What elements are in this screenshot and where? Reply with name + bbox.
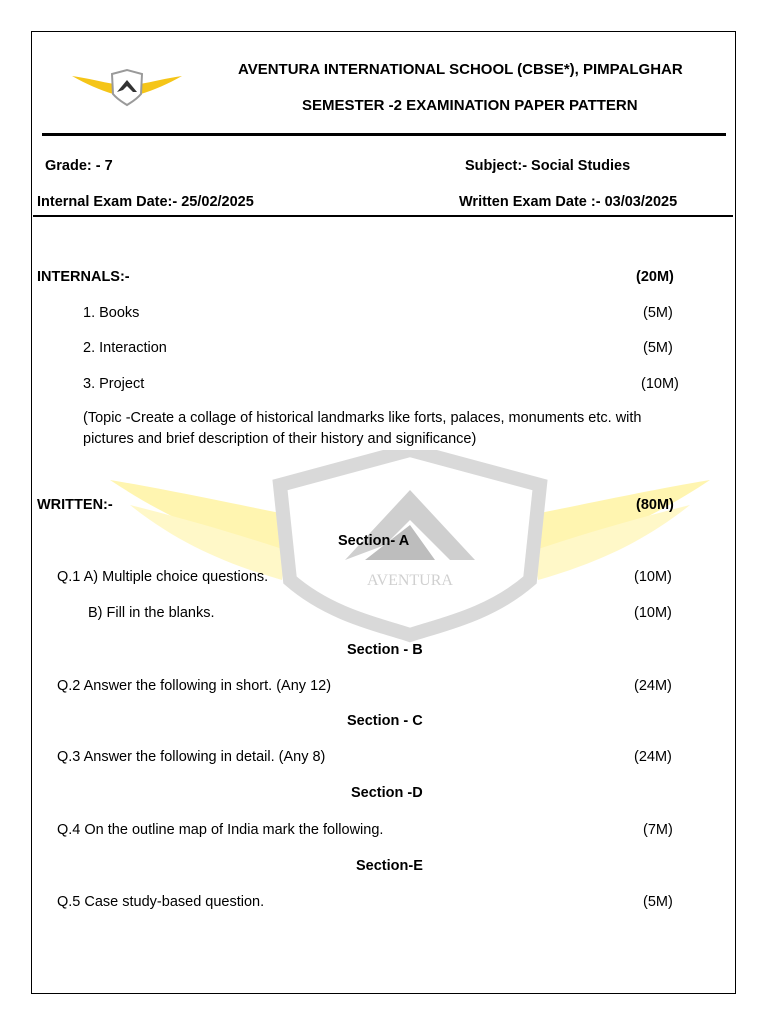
section-d-heading: Section -D [351, 785, 423, 801]
q5-marks: (5M) [643, 894, 673, 910]
internal-item-interaction-marks: (5M) [643, 340, 673, 356]
internals-total-marks: (20M) [636, 269, 674, 285]
section-b-heading: Section - B [347, 642, 423, 658]
section-a-heading: Section- A [338, 533, 410, 549]
grade-label: Grade: - 7 [45, 158, 113, 174]
internals-heading: INTERNALS:- [37, 269, 130, 285]
q1a-label: Q.1 A) Multiple choice questions. [57, 569, 269, 585]
internal-item-interaction: 2. Interaction [83, 340, 167, 356]
project-topic-line-1: (Topic -Create a collage of historical landmarks like forts, palaces, monuments etc. with [83, 410, 642, 426]
project-topic-line-2: pictures and brief description of their history and significance) [83, 431, 477, 447]
info-divider [33, 215, 733, 217]
internal-item-books-marks: (5M) [643, 305, 673, 321]
school-logo-icon [72, 68, 182, 108]
q2-marks: (24M) [634, 678, 672, 694]
q1b-marks: (10M) [634, 605, 672, 621]
q1a-marks: (10M) [634, 569, 672, 585]
internal-item-project-marks: (10M) [641, 376, 679, 392]
q4-label: Q.4 On the outline map of India mark the following. [57, 822, 384, 838]
internal-item-books: 1. Books [83, 305, 140, 321]
internal-exam-date: Internal Exam Date:- 25/02/2025 [37, 194, 254, 210]
q1b-label: B) Fill in the blanks. [88, 605, 215, 621]
subject-label: Subject:- Social Studies [465, 158, 631, 174]
q3-label: Q.3 Answer the following in detail. (Any 8) [57, 749, 326, 765]
written-exam-date: Written Exam Date :- 03/03/2025 [459, 194, 678, 210]
q4-marks: (7M) [643, 822, 673, 838]
section-c-heading: Section - C [347, 713, 423, 729]
paper-title: SEMESTER -2 EXAMINATION PAPER PATTERN [302, 97, 638, 114]
written-heading: WRITTEN:- [37, 497, 113, 513]
header-divider [42, 133, 726, 136]
q2-label: Q.2 Answer the following in short. (Any 12) [57, 678, 332, 694]
q3-marks: (24M) [634, 749, 672, 765]
watermark-text: AVENTURA [367, 572, 453, 589]
written-total-marks: (80M) [636, 497, 674, 513]
internal-item-project: 3. Project [83, 376, 145, 392]
section-e-heading: Section-E [356, 858, 423, 874]
q5-label: Q.5 Case study-based question. [57, 894, 265, 910]
school-name: AVENTURA INTERNATIONAL SCHOOL (CBSE*), PIMPALGHAR [238, 61, 683, 78]
